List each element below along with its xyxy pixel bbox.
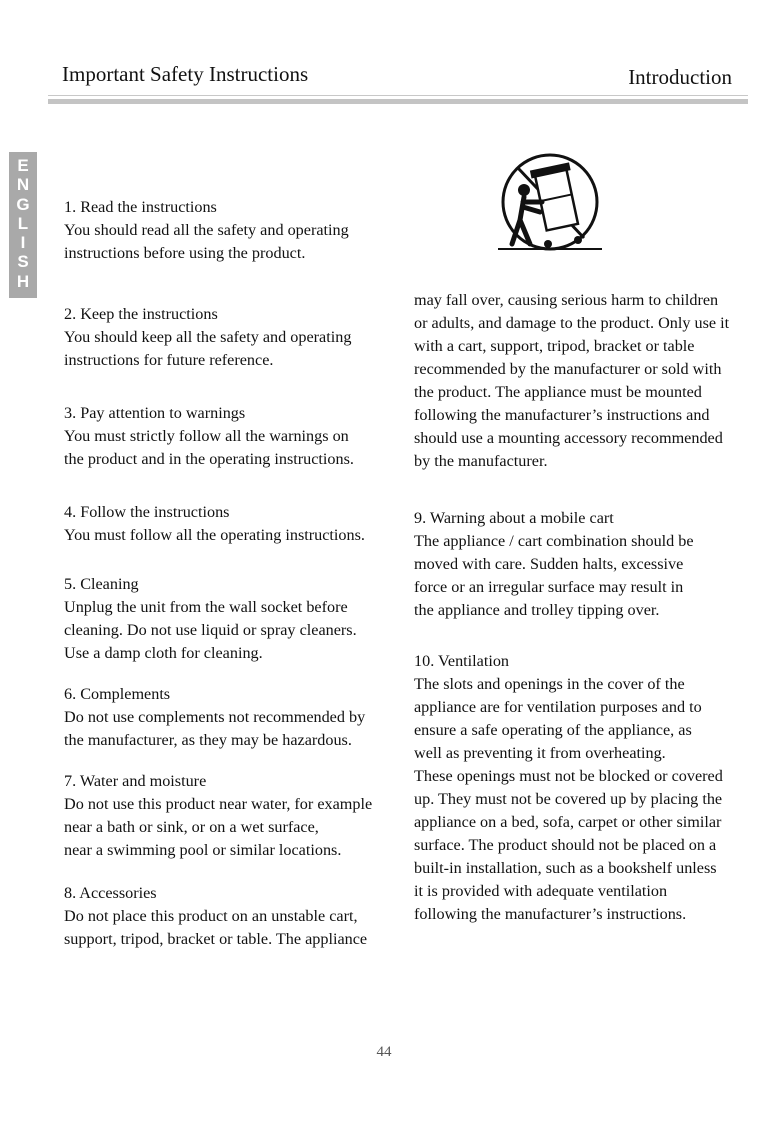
instruction-item (64, 501, 404, 547)
language-tab-letter: H (16, 271, 30, 291)
instruction-item (64, 882, 404, 951)
language-tab-letter: I (20, 233, 26, 253)
instruction-item (414, 650, 754, 926)
instruction-body: Unplug the unit from the wall socket before cleaning. Do not use liquid or spray cleaners. Use a damp cloth for cleaning. (64, 598, 357, 662)
instruction-item (64, 573, 404, 665)
instruction-title: 1. Read the instructions (64, 198, 217, 216)
instruction-body: The slots and openings in the cover of the appliance are for ventilation purposes and to ensure a safe operating of the appliance, as well as preventing it from overheating. These openings must not be blocked or covered up. They must not be covered up by placing the appliance on a bed, sofa, carpet or other similar surface. The product should not be placed on a built-in installation, such as a bookshelf unless it is provided with adequate ventilation following the manufacturer’s instructions. (414, 675, 723, 923)
instruction-item (64, 770, 404, 862)
instruction-item (64, 196, 404, 265)
instruction-item (64, 303, 404, 372)
instruction-body: You should keep all the safety and operating instructions for future reference. (64, 328, 352, 369)
instruction-body: Do not use complements not recommended by the manufacturer, as they may be hazardous. (64, 708, 366, 749)
instruction-title: 9. Warning about a mobile cart (414, 509, 614, 527)
instruction-body: may fall over, causing serious harm to children or adults, and damage to the product. Only use it with a cart, support, tripod, bracket or table recommended by the manufacturer or sold with the product. The appliance must be mounted following the manufacturer’s instructions and should use a mounting accessory recommended by the manufacturer. (414, 291, 730, 470)
instruction-body: Do not use this product near water, for example near a bath or sink, or on a wet surface, near a swimming pool or similar locations. (64, 795, 373, 859)
page-header-title: Important Safety Instructions (62, 62, 309, 86)
instruction-title: 3. Pay attention to warnings (64, 404, 246, 422)
instruction-title: 6. Complements (64, 685, 171, 703)
language-tab-letter: S (17, 252, 29, 272)
instruction-body: You should read all the safety and operating instructions before using the product. (64, 221, 349, 262)
instruction-title: 8. Accessories (64, 884, 157, 902)
instruction-title: 10. Ventilation (414, 652, 510, 670)
page-number: 44 (376, 1044, 392, 1060)
instruction-title: 2. Keep the instructions (64, 305, 218, 323)
instruction-body: The appliance / cart combination should be moved with care. Sudden halts, excessive force or an irregular surface may result in the appliance and trolley tipping over. (414, 532, 694, 619)
instruction-item (414, 507, 754, 622)
language-tab-letter: L (17, 213, 29, 233)
instruction-title: 4. Follow the instructions (64, 503, 230, 521)
header-rule (48, 95, 748, 96)
right-column (414, 289, 754, 926)
section-title: Introduction (628, 65, 732, 89)
language-tab-letter: N (16, 175, 30, 195)
instruction-body: You must follow all the operating instructions. (64, 526, 365, 544)
instruction-item (64, 402, 404, 471)
no-cart-warning-icon (496, 152, 604, 254)
instruction-continuation (414, 289, 754, 473)
language-tab-letter: G (16, 194, 30, 214)
left-column (64, 196, 404, 951)
language-tab (9, 152, 37, 298)
language-tab-letter: E (17, 156, 29, 175)
instruction-title: 7. Water and moisture (64, 772, 207, 790)
instruction-body: Do not place this product on an unstable cart, support, tripod, bracket or table. The appliance (64, 907, 368, 948)
instruction-body: You must strictly follow all the warnings on the product and in the operating instructions. (64, 427, 354, 468)
header-bar (48, 99, 748, 104)
instruction-item (64, 683, 404, 752)
instruction-title: 5. Cleaning (64, 575, 139, 593)
